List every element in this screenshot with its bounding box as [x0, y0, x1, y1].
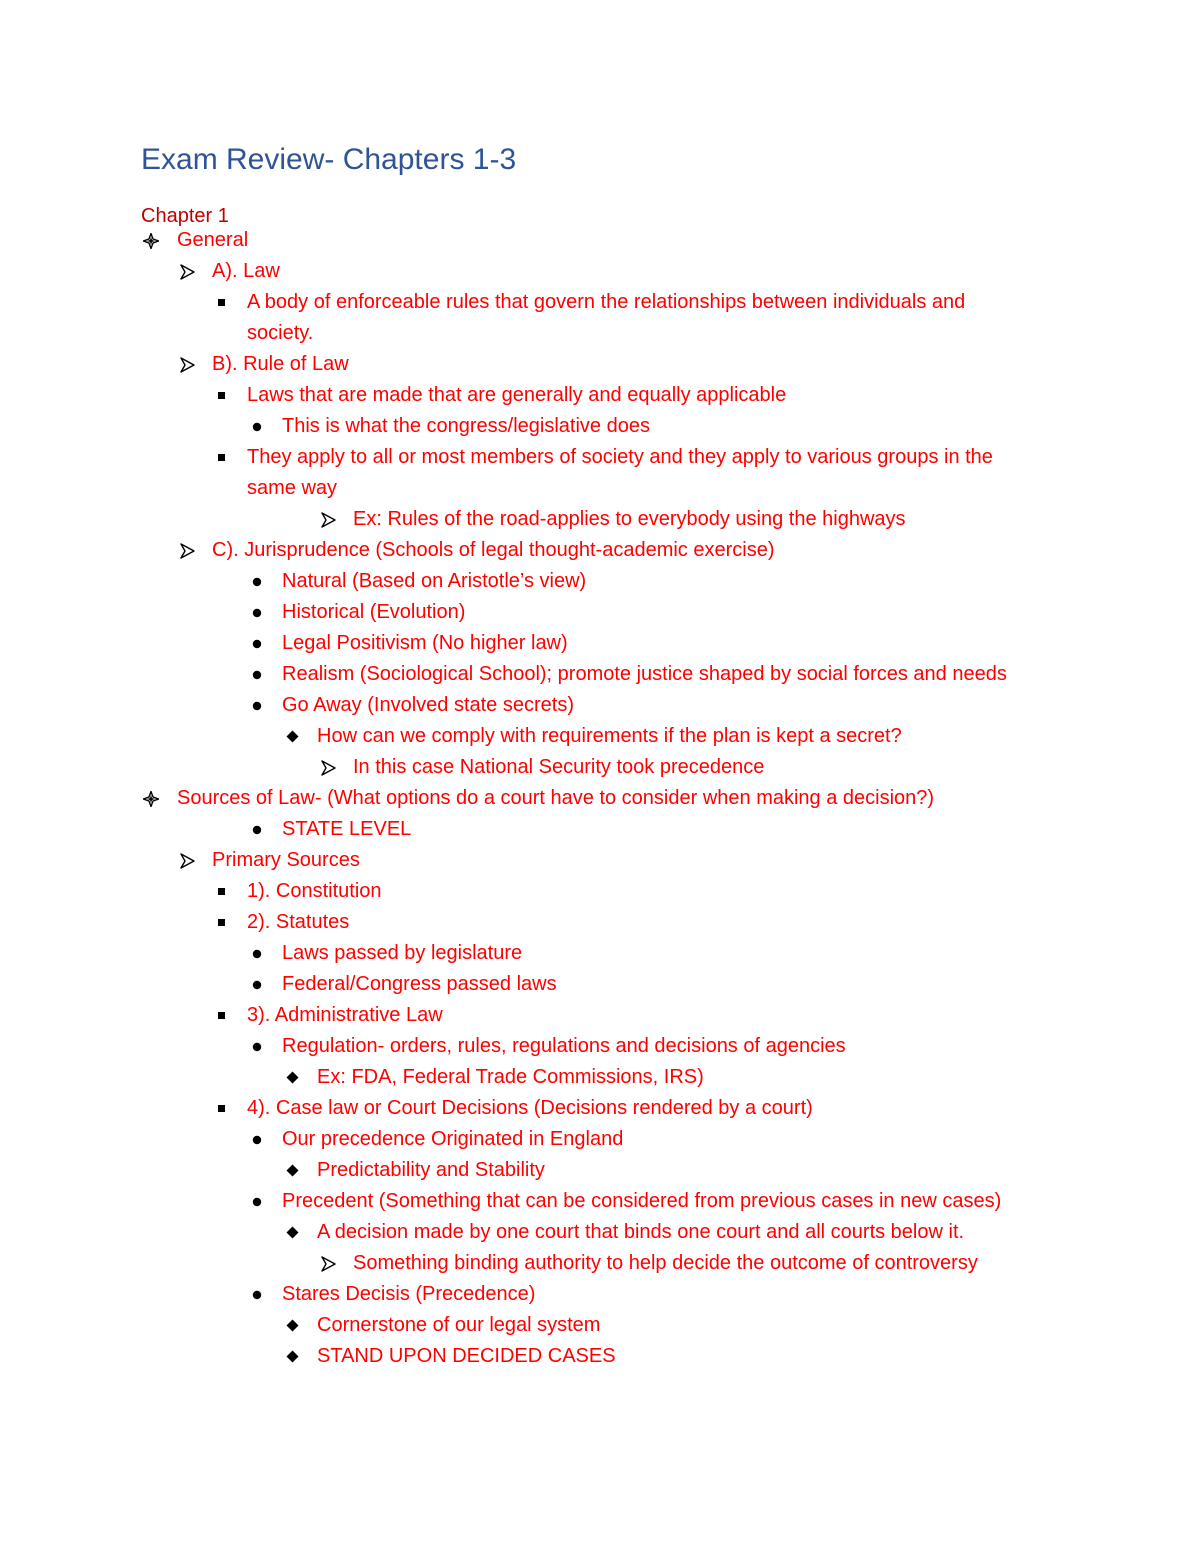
outline-item-text: Sources of Law- (What options do a court have to consider when making a decision?): [177, 787, 935, 809]
arrowhead-icon: [318, 504, 338, 535]
outline-item: [0, 597, 1200, 628]
square-bullet-icon: [212, 1000, 232, 1031]
outline-item: [0, 380, 1200, 411]
outline-item-text: Regulation- orders, rules, regulations and decisions of agencies: [282, 1035, 846, 1057]
square-bullet-icon: [212, 907, 232, 938]
outline-item-text: Laws that are made that are generally and equally applicable: [247, 384, 787, 406]
outline-item: [0, 1186, 1200, 1217]
outline-item: [0, 566, 1200, 597]
outline-item: [0, 659, 1200, 690]
outline-item: [0, 721, 1200, 752]
chapter-heading: Chapter 1: [141, 205, 229, 227]
dot-bullet-icon: [247, 659, 267, 690]
outline-item: [0, 535, 1200, 566]
outline-item-text: society.: [247, 322, 314, 344]
dot-bullet-icon: [247, 1124, 267, 1155]
outline-item: [0, 473, 1200, 504]
diamond-bullet-icon: [282, 721, 302, 752]
diamond-bullet-icon: [282, 1155, 302, 1186]
outline-item: [0, 1248, 1200, 1279]
outline-item-text: Stares Decisis (Precedence): [282, 1283, 536, 1305]
outline-item-text: STATE LEVEL: [282, 818, 412, 840]
outline-item: [0, 628, 1200, 659]
outline-item: [0, 690, 1200, 721]
outline-item: [0, 1000, 1200, 1031]
outline-item: [0, 442, 1200, 473]
dot-bullet-icon: [247, 969, 267, 1000]
outline-item-text: This is what the congress/legislative does: [282, 415, 650, 437]
outline-item: [0, 1062, 1200, 1093]
outline-item: [0, 1155, 1200, 1186]
square-bullet-icon: [212, 442, 232, 473]
outline-item: [0, 1310, 1200, 1341]
dot-bullet-icon: [247, 566, 267, 597]
dot-bullet-icon: [247, 411, 267, 442]
outline-item-text: Ex: Rules of the road-applies to everybody using the highways: [353, 508, 906, 530]
outline-item-text: STAND UPON DECIDED CASES: [317, 1345, 616, 1367]
outline-item-text: Ex: FDA, Federal Trade Commissions, IRS): [317, 1066, 704, 1088]
diamond-bullet-icon: [282, 1310, 302, 1341]
outline-item: [0, 845, 1200, 876]
outline-item-text: Historical (Evolution): [282, 601, 466, 623]
outline-item-text: C). Jurisprudence (Schools of legal thought-academic exercise): [212, 539, 775, 561]
outline-item: [0, 1031, 1200, 1062]
outline-item-text: In this case National Security took precedence: [353, 756, 765, 778]
outline-item: [0, 256, 1200, 287]
outline-item-text: same way: [247, 477, 338, 499]
outline-item: [0, 938, 1200, 969]
arrowhead-icon: [177, 349, 197, 380]
outline-item: [0, 287, 1200, 318]
outline-item-text: Predictability and Stability: [317, 1159, 545, 1181]
dot-bullet-icon: [247, 597, 267, 628]
outline-item-text: Precedent (Something that can be considered from previous cases in new cases): [282, 1190, 1002, 1212]
outline-item-text: 3). Administrative Law: [247, 1004, 443, 1026]
arrowhead-icon: [318, 752, 338, 783]
outline-item-text: Something binding authority to help decide the outcome of controversy: [353, 1252, 978, 1274]
outline-item: [0, 814, 1200, 845]
outline-item-text: A decision made by one court that binds one court and all courts below it.: [317, 1221, 965, 1243]
outline-item: [0, 876, 1200, 907]
outline-item: [0, 1217, 1200, 1248]
outline-item: [0, 1341, 1200, 1372]
outline-item-text: Federal/Congress passed laws: [282, 973, 557, 995]
document-title: Exam Review- Chapters 1-3: [141, 143, 517, 176]
diamond-four-icon: [141, 783, 161, 814]
outline-item: [0, 225, 1200, 256]
outline-item-text: Cornerstone of our legal system: [317, 1314, 601, 1336]
dot-bullet-icon: [247, 628, 267, 659]
outline-item: [0, 1093, 1200, 1124]
outline-item-text: Go Away (Involved state secrets): [282, 694, 574, 716]
square-bullet-icon: [212, 876, 232, 907]
arrowhead-icon: [177, 256, 197, 287]
dot-bullet-icon: [247, 690, 267, 721]
outline-item-text: Legal Positivism (No higher law): [282, 632, 568, 654]
outline-item: [0, 504, 1200, 535]
arrowhead-icon: [177, 535, 197, 566]
outline-item-text: 4). Case law or Court Decisions (Decisions rendered by a court): [247, 1097, 813, 1119]
outline-item-text: Our precedence Originated in England: [282, 1128, 624, 1150]
outline-item: [0, 1124, 1200, 1155]
arrowhead-icon: [177, 845, 197, 876]
dot-bullet-icon: [247, 814, 267, 845]
outline-item-text: Primary Sources: [212, 849, 360, 871]
outline-item: [0, 752, 1200, 783]
diamond-bullet-icon: [282, 1341, 302, 1372]
outline-item-text: 1). Constitution: [247, 880, 382, 902]
dot-bullet-icon: [247, 938, 267, 969]
outline-item-text: B). Rule of Law: [212, 353, 349, 375]
outline-item-text: Realism (Sociological School); promote justice shaped by social forces and needs: [282, 663, 1007, 685]
outline-item: [0, 318, 1200, 349]
dot-bullet-icon: [247, 1186, 267, 1217]
outline-item-text: 2). Statutes: [247, 911, 350, 933]
outline-item: [0, 969, 1200, 1000]
dot-bullet-icon: [247, 1031, 267, 1062]
square-bullet-icon: [212, 380, 232, 411]
arrowhead-icon: [318, 1248, 338, 1279]
outline-item-text: Natural (Based on Aristotle’s view): [282, 570, 587, 592]
outline-item: [0, 349, 1200, 380]
outline-item-text: Laws passed by legislature: [282, 942, 523, 964]
diamond-bullet-icon: [282, 1062, 302, 1093]
outline-item-text: How can we comply with requirements if the plan is kept a secret?: [317, 725, 902, 747]
outline-item-text: A body of enforceable rules that govern the relationships between individuals and: [247, 291, 966, 313]
outline-item-text: General: [177, 229, 249, 251]
outline-item-text: A). Law: [212, 260, 280, 282]
outline-item: [0, 907, 1200, 938]
diamond-bullet-icon: [282, 1217, 302, 1248]
outline-item: [0, 411, 1200, 442]
dot-bullet-icon: [247, 1279, 267, 1310]
diamond-four-icon: [141, 225, 161, 256]
square-bullet-icon: [212, 287, 232, 318]
outline-item: [0, 783, 1200, 814]
square-bullet-icon: [212, 1093, 232, 1124]
outline-item: [0, 1279, 1200, 1310]
outline-item-text: They apply to all or most members of society and they apply to various groups in the: [247, 446, 993, 468]
